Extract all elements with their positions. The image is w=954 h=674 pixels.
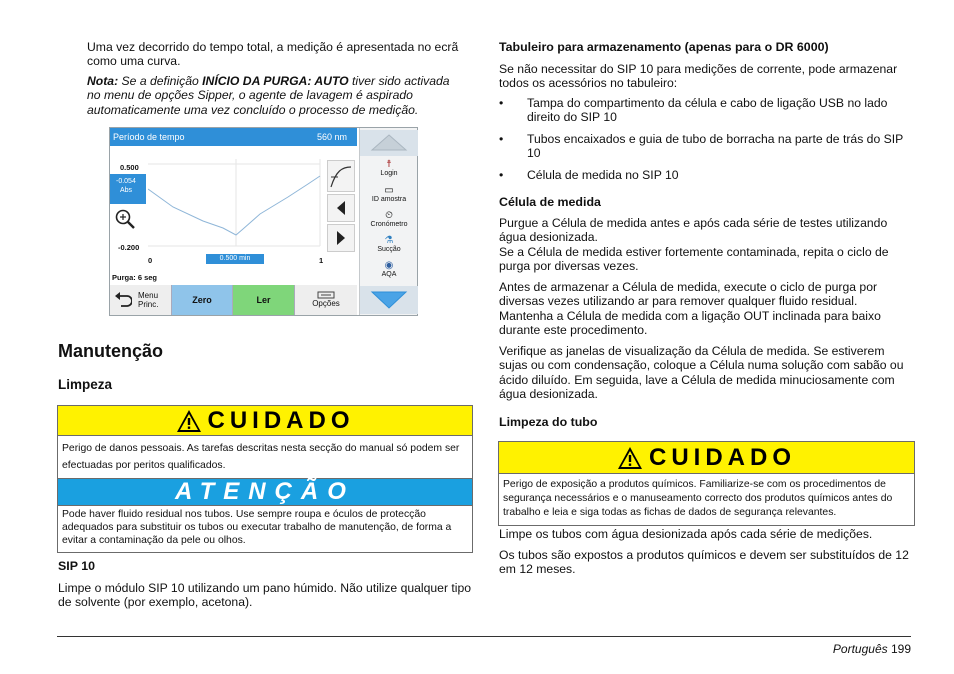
x-end-label: 1 (319, 256, 324, 265)
options-button[interactable] (295, 285, 357, 315)
curve-fit-icon (328, 161, 354, 191)
sample-id-label: ID amostra (371, 196, 407, 203)
list-item (499, 132, 919, 161)
screen-button-bar (110, 285, 357, 315)
heading-tube-cleaning: Limpeza do tubo (499, 415, 598, 429)
cell-paragraph-3: Verifique as janelas de visualização da Célula de medida. Se estiverem sujas ou com condensação, coloque a Célula numa solução com sabão ou ácido diluído. Em seguida, lave a Célula de medida minuciosamente com água desionizada. (499, 344, 904, 402)
tube-paragraph-2: Os tubos são expostos a produtos químicos e devem ser substituídos de 12 em 12 meses. (499, 548, 909, 577)
scroll-down-button[interactable] (360, 286, 418, 314)
arrow-up-icon (361, 130, 417, 156)
attention-header (58, 479, 472, 506)
page-number: 199 (890, 642, 911, 656)
cell-paragraph-2: Antes de armazenar a Célula de medida, execute o ciclo de purga por diversas vezes utilizando ar para remover qualquer fluido residual. Mantenha a Célula de medida com a ligação OUT inclinada para baixo durante este procedimento. (499, 280, 881, 338)
instrument-screen (109, 127, 418, 316)
list-item (499, 96, 919, 125)
caution-header (499, 442, 914, 474)
login-icon: ☨ (386, 159, 392, 170)
attention-title: ATENÇÃO (175, 478, 355, 505)
main-menu-button[interactable] (110, 285, 172, 315)
current-value: -0.054 (116, 178, 136, 185)
suction-label: Sucção (377, 246, 401, 253)
suction-icon: ⚗ (384, 235, 394, 246)
caution-box-left (57, 405, 473, 480)
sample-id-button[interactable] (360, 185, 418, 207)
sip10-paragraph: Limpe o módulo SIP 10 utilizando um pano húmido. Não utilize qualquer tipo de solvente (por exemplo, acetona). (58, 581, 472, 610)
footer-language: Português (832, 642, 888, 656)
zoom-icon[interactable] (114, 208, 136, 230)
caution-text: Perigo de danos pessoais. As tarefas descritas nesta secção do manual só podem ser efectuadas por peritos qualificados. (62, 443, 460, 471)
list-item-text: Tampa do compartimento da célula e cabo de ligação USB no lado direito do SIP 10 (527, 96, 888, 125)
y-min-label: -0.200 (118, 243, 140, 252)
note-setting: INÍCIO DA PURGA: AUTO (202, 74, 349, 88)
arrow-down-icon (361, 286, 417, 314)
login-button[interactable] (360, 160, 418, 182)
attention-box (57, 478, 473, 553)
curve-tool-button[interactable] (327, 160, 355, 192)
timer-button[interactable] (360, 210, 418, 232)
screen-title: Período de tempo (113, 132, 185, 142)
cell-paragraph-1b: Se a Célula de medida estiver fortemente contaminada, repita o ciclo de purga por diversas vezes. (499, 245, 889, 274)
arrow-right-icon (328, 225, 354, 251)
note-text-2: tiver sido activada no menu de opções Sipper, o agente de lavagem é aspirado automaticamente uma vez concluído o processo de medição. (87, 74, 450, 117)
storage-tray-list (499, 96, 919, 189)
scroll-left-button[interactable] (327, 194, 355, 222)
note-text-1: Se a definição (118, 74, 203, 88)
login-label: Login (380, 170, 398, 177)
footer-rule (57, 636, 911, 637)
bullet-mark: • (499, 167, 504, 182)
warning-triangle-icon (617, 446, 643, 470)
x-start-label: 0 (148, 256, 153, 265)
screen-sidebar (359, 128, 417, 315)
timer-icon: ⏲ (385, 210, 393, 221)
list-item (499, 168, 919, 182)
aqa-icon: ◉ (384, 260, 394, 271)
suction-button[interactable] (360, 235, 418, 257)
caution-box-right (498, 441, 915, 526)
footer (833, 642, 911, 656)
options-label: Opções (312, 299, 340, 308)
read-button[interactable] (233, 285, 295, 315)
zero-label: Zero (192, 294, 212, 305)
scroll-right-button[interactable] (327, 224, 355, 252)
x-scale-label: 0.500 min (206, 254, 264, 264)
note-paragraph (87, 74, 459, 117)
zero-button[interactable] (172, 285, 233, 315)
scroll-up-button[interactable] (360, 130, 418, 156)
bullet-mark: • (499, 131, 504, 146)
storage-tray-intro: Se não necessitar do SIP 10 para medições de corrente, pode armazenar todos os acessórios no tabuleiro: (499, 62, 898, 91)
heading-measuring-cell: Célula de medida (499, 195, 601, 209)
note-label: Nota: (87, 74, 119, 88)
bullet-mark: • (499, 96, 504, 110)
y-max-label: 0.500 (120, 163, 139, 172)
value-panel (110, 174, 146, 204)
current-unit: Abs (120, 187, 133, 194)
sample-id-icon: ▭ (384, 185, 394, 196)
caution-text: Perigo de exposição a produtos químicos. Familiarize-se com os procedimentos de segurança necessários e o manuseamento correcto dos produtos químicos antes do trabalho e leia e siga todas as fichas de dados de segurança relevantes. (503, 479, 893, 518)
list-item-text: Tubos encaixados e guia de tubo de borracha na parte de trás do SIP 10 (527, 131, 904, 161)
aqa-button[interactable] (360, 260, 418, 282)
heading-maintenance: Manutenção (58, 341, 164, 361)
screen-title-bar (110, 128, 357, 146)
heading-sip10: SIP 10 (58, 559, 95, 573)
main-menu-label: Menu Princ. (138, 291, 159, 309)
tube-paragraph-1: Limpe os tubos com água desionizada após cada série de medições. (499, 527, 873, 541)
purge-time: Purga: 6 seg (112, 273, 158, 282)
options-icon (317, 291, 335, 299)
caution-title: CUIDADO (649, 443, 796, 471)
aqa-label: AQA (381, 271, 397, 278)
caution-header (58, 406, 472, 436)
heading-storage-tray: Tabuleiro para armazenamento (apenas para o DR 6000) (499, 40, 829, 54)
back-arrow-icon (114, 292, 132, 308)
arrow-left-icon (328, 195, 354, 221)
read-label: Ler (256, 294, 271, 305)
heading-cleaning: Limpeza (58, 377, 113, 392)
screen-wavelength: 560 nm (316, 132, 347, 142)
cell-paragraph-1a: Purgue a Célula de medida antes e após cada série de testes utilizando água desionizada. (499, 216, 888, 245)
warning-triangle-icon (176, 409, 202, 433)
intro-paragraph: Uma vez decorrido do tempo total, a medição é apresentada no ecrã como uma curva. (87, 40, 459, 69)
timer-label: Cronómetro (370, 221, 408, 228)
list-item-text: Célula de medida no SIP 10 (527, 167, 679, 182)
attention-text: Pode haver fluido residual nos tubos. Use sempre roupa e óculos de protecção adequados para substituir os tubos ou executar trabalho de manutenção, de forma a evitar a contaminação da pele ou olhos. (62, 509, 452, 546)
caution-title: CUIDADO (207, 406, 355, 434)
